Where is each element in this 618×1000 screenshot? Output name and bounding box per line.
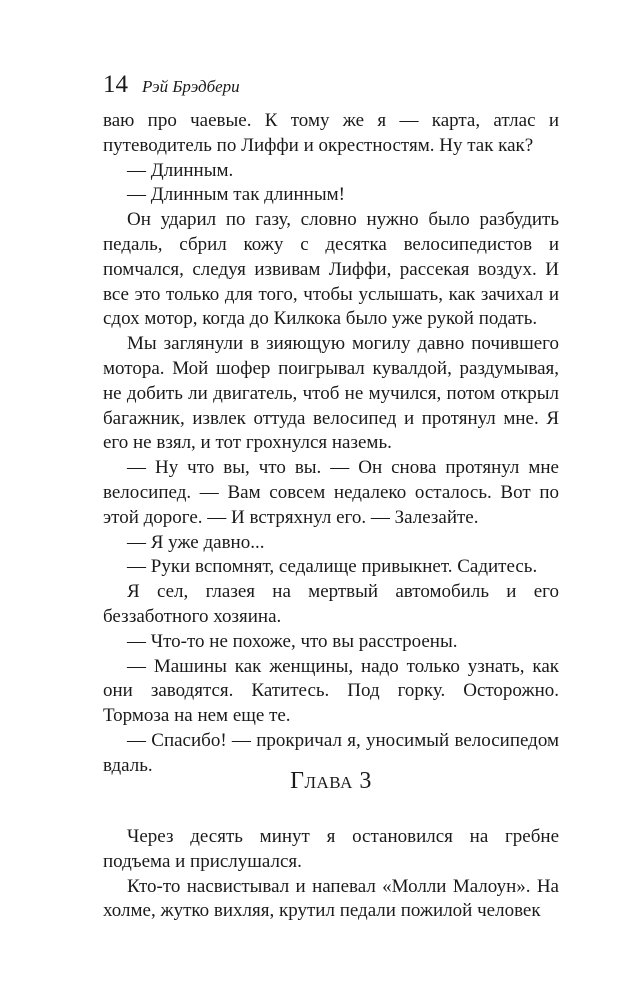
paragraph: — Машины как женщины, надо только узнать, как они заводятся. Катитесь. Под горку. Осторожно. Тормоза на нем еще те. (103, 655, 559, 727)
chapter-number: 3 (359, 768, 372, 794)
paragraph: — Что-то не похоже, что вы расстроены. (127, 630, 458, 652)
body-text-top (103, 109, 559, 779)
running-header (103, 70, 240, 100)
chapter-word: Глава (290, 768, 353, 794)
body-text-bottom (103, 825, 559, 924)
paragraph: Он ударил по газу, словно нужно было разбудить педаль, сбрил кожу с десятка велосипедистов и помчался, следуя извивам Лиффи, рассекая воздух. И все это только для того, чтобы услышать, как зачихал и сдох мотор, когда до Килкока было уже рукой подать. (103, 209, 559, 330)
running-header-author: Рэй Брэдбери (142, 77, 240, 96)
paragraph: Кто-то насвистывал и напевал «Молли Малоун». На холме, жутко вихляя, крутил педали пожилой человек (103, 875, 559, 922)
paragraph: — Длинным. (127, 159, 234, 181)
chapter-heading (103, 766, 559, 796)
paragraph: — Спасибо! — прокричал я, уносимый велосипедом вдаль. (103, 729, 559, 776)
paragraph: Я сел, глазея на мертвый автомобиль и его беззаботного хозяина. (103, 581, 559, 627)
paragraph: Через десять минут я остановился на гребне подъема и прислушался. (103, 826, 559, 872)
paragraph: Мы заглянули в зияющую могилу давно почившего мотора. Мой шофер поигрывал кувалдой, раздумывая, не добить ли двигатель, чтоб не мучился, потом открыл багажник, извлек оттуда велосипед и протянул мне. Я его не взял, и тот грохнулся наземь. (103, 333, 559, 454)
paragraph: ваю про чаевые. К тому же я — карта, атлас и путеводитель по Лиффи и окрестностям. Ну так как? (103, 110, 559, 156)
paragraph: — Длинным так длинным! (127, 184, 345, 206)
paragraph: — Я уже давно... (127, 531, 265, 553)
paragraph: — Руки вспомнят, седалище привыкнет. Садитесь. (127, 556, 538, 578)
paragraph: — Ну что вы, что вы. — Он снова протянул мне велосипед. — Вам совсем недалеко осталось. Вот по этой дороге. — И встряхнул его. — Залезайте. (103, 457, 559, 528)
page-number: 14 (103, 71, 128, 98)
